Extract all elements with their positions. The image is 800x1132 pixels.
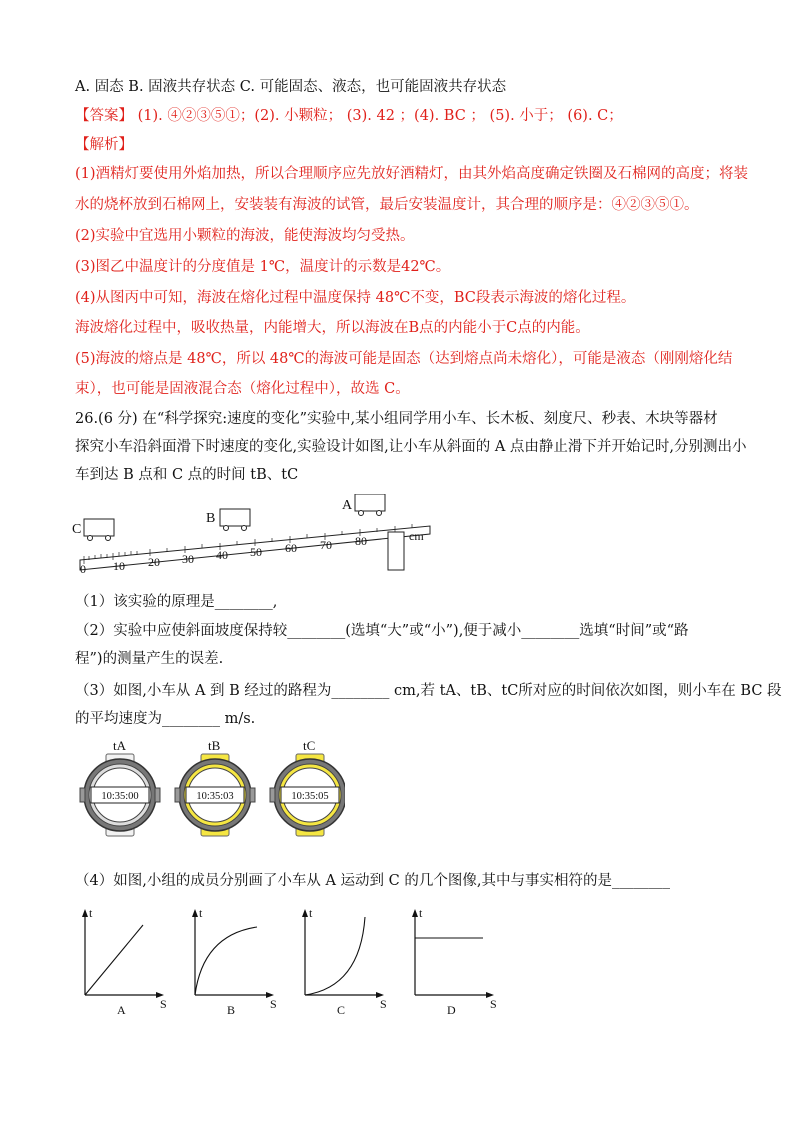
stopwatch-label: tC [303, 738, 316, 753]
ruler-tick-label: 40 [216, 548, 228, 562]
ruler-tick-label: 50 [250, 545, 262, 559]
watch-button [80, 788, 85, 802]
stopwatch [80, 738, 160, 836]
graph-letter: B [227, 1003, 236, 1017]
watch-button [175, 788, 180, 802]
question-intro-line: 探究小车沿斜面滑下时速度的变化,实验设计如图,让小车从斜面的 A 点由静止滑下并开始记时,分别测出小 [75, 439, 747, 455]
ruler-tick-label: 30 [182, 552, 194, 566]
wood-block [388, 532, 404, 570]
watch-button [155, 788, 160, 802]
ruler-tick-label: 20 [148, 555, 160, 569]
car-c [84, 519, 114, 541]
graph-curve [195, 927, 257, 995]
y-axis-label: t [419, 906, 423, 920]
subquestion-2-line: （2）实验中应使斜面坡度保持较________(选填“大”或“小”),便于减小________选填“时间”或“路 [75, 623, 689, 639]
stopwatch-group [75, 738, 345, 838]
analysis-line: 水的烧杯放到石棉网上，安装装有海波的试管，最后安装温度计，其合理的顺序是：④②③⑤①。 [75, 197, 699, 213]
y-arrow [412, 909, 418, 917]
stopwatches-svg [75, 738, 345, 838]
ramp-diagram [70, 494, 440, 574]
question-intro-line: 车到达 B 点和 C 点的时间 tB、tC [75, 467, 299, 483]
subquestion-3-line: 的平均速度为________ m/s. [75, 711, 256, 727]
watch-button [250, 788, 255, 802]
y-axis-label: t [89, 906, 93, 920]
analysis-tag: 【解析】 [75, 137, 133, 153]
analysis-line: (2)实验中宜选用小颗粒的海波，能使海波均匀受热。 [75, 228, 415, 244]
ruler-unit: cm [409, 529, 424, 543]
point-label-b: B [206, 511, 216, 526]
analysis-line: 束），也可能是固液混合态（熔化过程中），故选 C。 [75, 381, 410, 397]
analysis-line: (4)从图丙中可知，海波在熔化过程中温度保持 48℃不变，BC段表示海波的熔化过程。 [75, 290, 636, 306]
x-axis-label: S [160, 997, 167, 1011]
stopwatch [175, 738, 255, 836]
graph-d [412, 906, 497, 1017]
answer-tag: 【答案】 [75, 108, 133, 124]
y-arrow [192, 909, 198, 917]
watch-time: 10:35:03 [196, 791, 234, 802]
answer-line [75, 107, 623, 125]
x-axis-label: S [490, 997, 497, 1011]
point-label-c: C [72, 522, 82, 537]
analysis-line: (3)图乙中温度计的分度值是 1℃，温度计的示数是42℃。 [75, 259, 451, 275]
analysis-line: (5)海波的熔点是 48℃，所以 48℃的海波可能是固态（达到熔点尚未熔化），可能是液态（刚刚熔化结 [75, 351, 733, 367]
ruler-tick-label: 60 [285, 541, 297, 555]
y-axis-label: t [309, 906, 313, 920]
question-intro-line: 26.(6 分) 在“科学探究:速度的变化”实验中,某小组同学用小车、长木板、刻度尺、秒表、木块等器材 [75, 411, 718, 427]
ruler-tick-label: 80 [355, 534, 367, 548]
subquestion-3-line: （3）如图,小车从 A 到 B 经过的路程为________ cm,若 tA、tB、tC所对应的时间依次如图，则小车在 BC 段 [75, 683, 782, 699]
graph-letter: A [117, 1003, 126, 1017]
stopwatch-label: tB [208, 738, 221, 753]
graph-a [82, 906, 167, 1017]
ruler-tick-label: 0 [80, 562, 86, 574]
x-axis-label: S [270, 997, 277, 1011]
analysis-line: (1)酒精灯要使用外焰加热，所以合理顺序应先放好酒精灯，由其外焰高度确定铁圈及石棉网的高度；将装 [75, 166, 749, 182]
y-arrow [82, 909, 88, 917]
options-line: A. 固态 B. 固液共存状态 C. 可能固态、液态，也可能固液共存状态 [75, 79, 507, 95]
graph-c [302, 906, 387, 1017]
y-axis-label: t [199, 906, 203, 920]
subquestion-4: （4）如图,小组的成员分别画了小车从 A 运动到 C 的几个图像,其中与事实相符的是________ [75, 873, 670, 889]
point-label-a: A [342, 498, 353, 513]
watch-time: 10:35:00 [101, 791, 139, 802]
graph-curve [305, 917, 365, 995]
analysis-line: 海波熔化过程中，吸收热量，内能增大，所以海波在B点的内能小于C点的内能。 [75, 320, 590, 336]
answer-text: (1). ④②③⑤①；(2). 小颗粒； (3). 42 ；(4). BC ； (5). 小于； (6). C； [137, 108, 623, 124]
car-a [355, 494, 385, 516]
subquestion-1: （1）该实验的原理是________, [75, 594, 278, 610]
graph-curve [85, 925, 143, 995]
watch-time: 10:35:05 [291, 791, 329, 802]
graph-letter: C [337, 1003, 346, 1017]
subquestion-2-line: 程”)的测量产生的误差. [75, 651, 224, 667]
ruler-tick-label: 10 [113, 559, 125, 573]
watch-button [270, 788, 275, 802]
graph-b [192, 906, 277, 1017]
stopwatch-label: tA [113, 738, 126, 753]
car-b [220, 509, 250, 531]
x-axis-label: S [380, 997, 387, 1011]
stopwatch [270, 738, 345, 836]
ruler-tick-label: 70 [320, 538, 332, 552]
graphs-svg [70, 905, 510, 1020]
y-arrow [302, 909, 308, 917]
graph-letter: D [447, 1003, 456, 1017]
